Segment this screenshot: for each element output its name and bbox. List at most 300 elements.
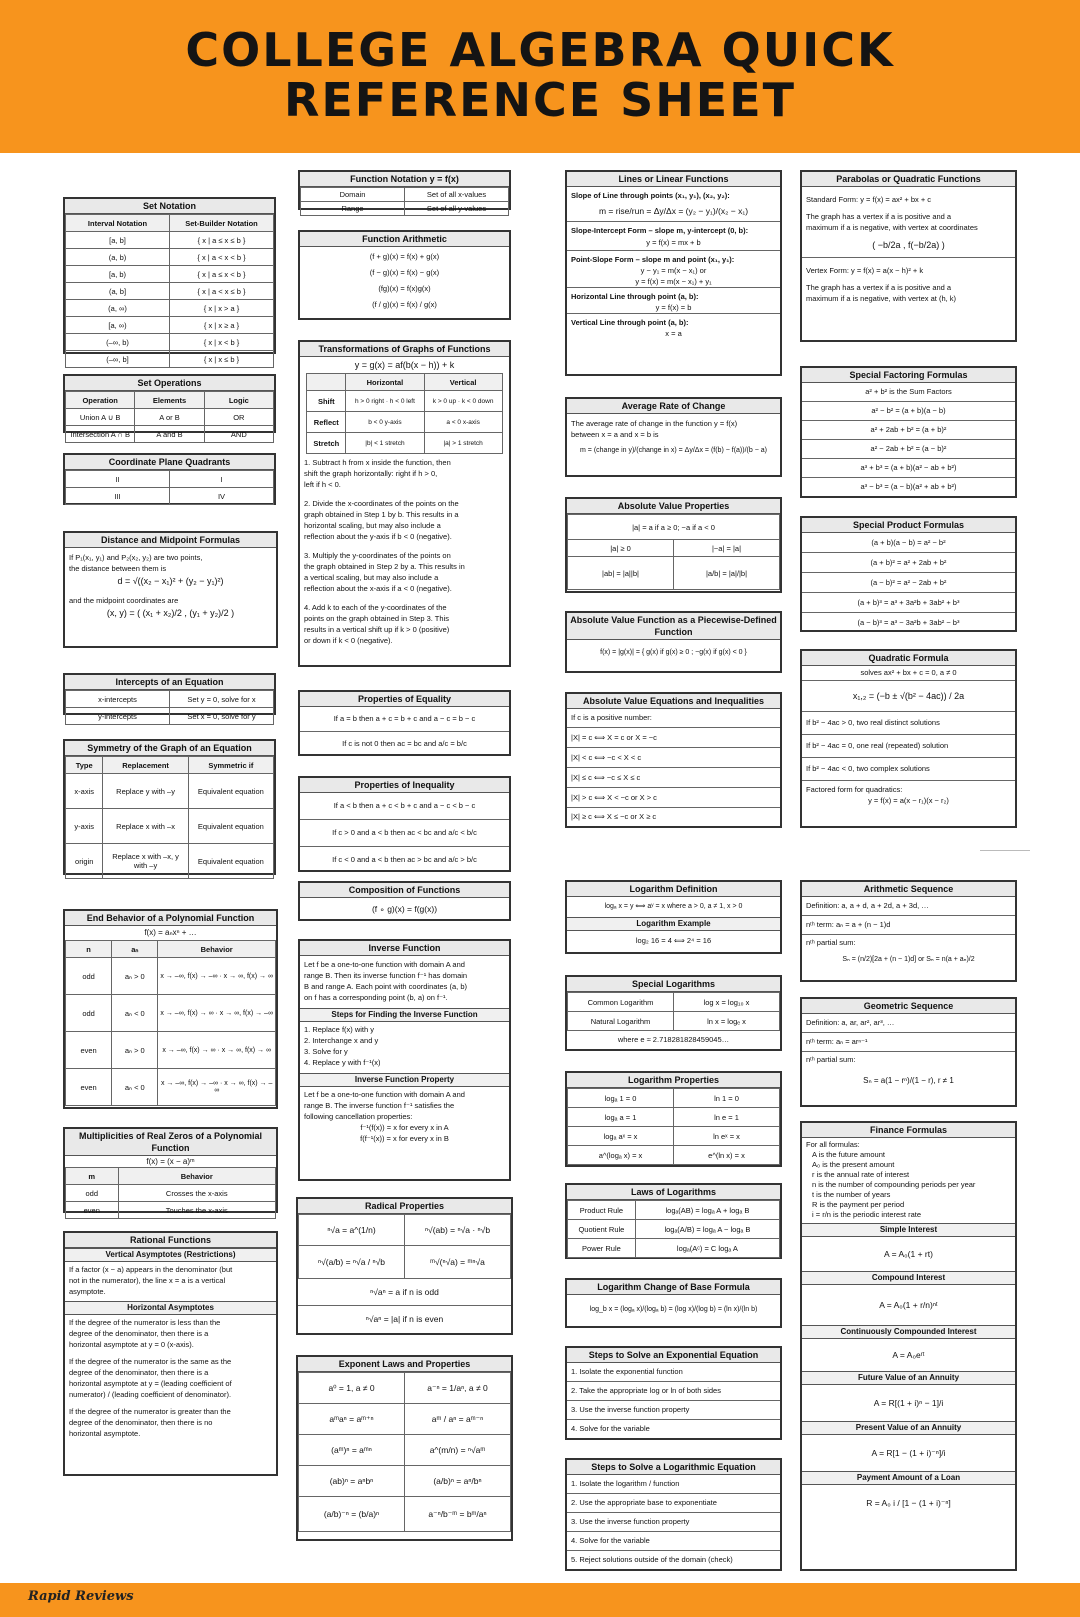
- transformation-formula: y = g(x) = af(b(x − h)) + k: [354, 360, 455, 370]
- box-title: Rational Functions: [65, 1233, 276, 1248]
- cell: y-intercepts: [66, 708, 170, 725]
- text-line: asymptote.: [69, 1287, 106, 1296]
- cell: |a/b| = |a|/|b|: [674, 557, 780, 590]
- cell: (aᵐ)ⁿ = aᵐⁿ: [299, 1435, 405, 1466]
- box-title: Properties of Equality: [300, 692, 509, 707]
- cell: odd: [66, 1185, 119, 1202]
- box-title: Absolute Value Properties: [567, 499, 780, 514]
- formula: y = f(x) = mx + b: [567, 236, 780, 251]
- cell: x → –∞, f(x) → ∞ · x → ∞, f(x) → ∞: [158, 1032, 276, 1069]
- cell: Equivalent equation: [188, 844, 273, 879]
- text-line: The average rate of change in the function y = f(x): [571, 419, 738, 428]
- cell: logₐ(AB) = logₐ A + logₐ B: [635, 1201, 779, 1220]
- cell: { x | x > a }: [170, 300, 274, 317]
- cell: Intersection A ∩ B: [66, 426, 135, 443]
- col-header: [307, 374, 346, 391]
- box-title: Function Arithmetic: [300, 232, 509, 247]
- subtitle: f(x) = aₙxⁿ + …: [144, 928, 197, 937]
- text-line: a vertical scaling, but may also include a: [304, 573, 439, 582]
- text-line: results in a vertical shift up if k > 0 (positive): [304, 625, 450, 634]
- cell: Common Logarithm: [568, 993, 674, 1012]
- simple-interest-formula: A = A₀(1 + rt): [884, 1249, 933, 1259]
- cell: |a| ≥ 0: [568, 540, 674, 557]
- exponent-table: [298, 1372, 511, 1532]
- text-line: nᵗʰ partial sum:: [806, 938, 856, 947]
- cell: (a, ∞): [66, 300, 170, 317]
- col-header: Type: [66, 757, 103, 774]
- text-line: 2. Divide the x-coordinates of the points on the: [304, 499, 459, 508]
- cell: ⁿ√a = a^(1/n): [299, 1215, 405, 1246]
- formula: y = f(x) = b: [567, 302, 780, 314]
- properties-equality-box: [298, 690, 511, 756]
- col-header: Interval Notation: [66, 215, 170, 232]
- subheading: Steps for Finding the Inverse Function: [300, 1008, 509, 1022]
- text-line: Point-Slope Form – slope m and point (x₁, y₁):: [571, 255, 735, 264]
- text-line: If a < b then a + c < b + c and a − c < b − c: [300, 793, 509, 820]
- text-line: 1. Isolate the logarithm / function: [567, 1475, 780, 1494]
- formula: (f + g)(x) = f(x) + g(x): [369, 252, 440, 261]
- text-line: If the degree of the numerator is greater than the: [69, 1407, 231, 1416]
- col-header: Logic: [204, 392, 273, 409]
- distance-midpoint-box: [63, 531, 278, 648]
- solve-exponential-box: [565, 1346, 782, 1440]
- continuous-interest-formula: A = A₀eʳᵗ: [892, 1350, 925, 1360]
- cell: Crosses the x-axis: [118, 1185, 276, 1202]
- cell: Equivalent equation: [188, 809, 273, 844]
- box-title: Logarithm Definition: [567, 882, 780, 897]
- text-line: reflection about the y-axis if b < 0 (negative).: [304, 532, 452, 541]
- text-line: The graph has a vertex if a is positive and a: [806, 283, 952, 292]
- cell: a⁰ = 1, a ≠ 0: [299, 1373, 405, 1404]
- text-line: |X| ≥ c ⟺ X ≤ −c or X ≥ c: [571, 812, 657, 821]
- box-title: Special Product Formulas: [802, 518, 1015, 533]
- cell: logₐ a = 1: [568, 1108, 674, 1127]
- text-line: 2. Use the appropriate base to exponentiate: [567, 1494, 780, 1513]
- text-line: If b² − 4ac < 0, two complex solutions: [802, 758, 1015, 781]
- box-title: Logarithm Change of Base Formula: [567, 1280, 780, 1295]
- cell: a^(logₐ x) = x: [568, 1146, 674, 1165]
- formula: ⁿ√aⁿ = a if n is odd: [298, 1279, 511, 1306]
- present-value-formula: A = R[1 − (1 + i)⁻ⁿ]/i: [871, 1448, 946, 1458]
- cell: logₐ(A/B) = logₐ A − logₐ B: [635, 1220, 779, 1239]
- text-line: solves ax² + bx + c = 0, a ≠ 0: [802, 666, 1015, 681]
- geometric-sequence-box: [800, 997, 1017, 1107]
- slope-formula: m = rise/run = Δy/Δx = (y₂ − y₁)/(x₂ − x₁): [567, 201, 780, 222]
- text-line: degree of the denominator, then there is a: [69, 1368, 209, 1377]
- radical-properties-box: [296, 1197, 513, 1335]
- cell: [a, ∞): [66, 317, 170, 334]
- composition-box: [298, 881, 511, 921]
- formula: (fg)(x) = f(x)g(x): [378, 284, 431, 293]
- text-line: 1. Subtract h from x inside the function, then: [304, 458, 451, 467]
- cell: [a, b): [66, 266, 170, 283]
- box-title: Absolute Value Function as a Piecewise-Defined Function: [567, 613, 780, 640]
- col-header: n: [66, 941, 112, 958]
- cell: Quotient Rule: [568, 1220, 636, 1239]
- page-title-line-2: REFERENCE SHEET: [283, 73, 797, 127]
- cell: aᵐaⁿ = aᵐ⁺ⁿ: [299, 1404, 405, 1435]
- special-product-box: [800, 516, 1017, 632]
- log-props-table: [567, 1088, 780, 1165]
- text-line: Slope-Intercept Form – slope m, y-intercept (0, b):: [571, 226, 749, 235]
- text-line: If a = b then a + c = b + c and a − c = b − c: [300, 707, 509, 732]
- parabolas-box: [800, 170, 1017, 342]
- absolute-piecewise-box: [565, 611, 782, 673]
- text-line: |X| = c ⟺ X = c or X = −c: [567, 728, 780, 748]
- text-line: 3. Solve for y: [304, 1047, 348, 1056]
- box-title: Arithmetic Sequence: [802, 882, 1015, 897]
- cell: AND: [204, 426, 273, 443]
- cell: I: [170, 471, 274, 488]
- cell: even: [66, 1202, 119, 1219]
- cell: Range: [301, 202, 405, 216]
- cell: Set of all y-values: [405, 202, 509, 216]
- formula: (a − b)³ = a³ − 3a²b + 3ab² − b³: [857, 618, 960, 627]
- subheading: Logarithm Example: [567, 917, 780, 931]
- text-line: If c is a positive number:: [567, 709, 780, 728]
- brand-logo: Rapid Reviews: [28, 1589, 134, 1604]
- text-line: If b² − 4ac = 0, one real (repeated) solution: [802, 735, 1015, 758]
- text-line: 4. Replace y with f⁻¹(x): [304, 1058, 381, 1067]
- text-line: Let f be a one-to-one function with domain A and: [304, 960, 465, 969]
- midpoint-formula: (x, y) = ( (x₁ + x₂)/2 , (y₁ + y₂)/2 ): [106, 608, 235, 618]
- average-rate-box: [565, 397, 782, 477]
- text-line: Let f be a one-to-one function with domain A and: [304, 1090, 465, 1099]
- formula: x = a: [665, 329, 682, 338]
- text-line: i = r/n is the periodic interest rate: [812, 1210, 922, 1219]
- text-line: maximum if a is negative, with vertex at (h, k): [806, 294, 957, 303]
- function-notation-box: [298, 170, 511, 213]
- text-line: Vertex Form: y = f(x) = a(x − h)² + k: [806, 266, 924, 275]
- cell: Touches the x-axis: [118, 1202, 276, 1219]
- text-line: left if h < 0.: [304, 480, 341, 489]
- subheading: Inverse Function Property: [300, 1073, 509, 1087]
- set-notation-table: [65, 214, 274, 368]
- text-line: reflection about the x-axis if a < 0 (negative).: [304, 584, 452, 593]
- formula: ⁿ√aⁿ = |a| if n is even: [365, 1314, 444, 1324]
- formula: Sₙ = a(1 − rⁿ)/(1 − r), r ≠ 1: [863, 1076, 954, 1085]
- text-line: Vertical Line through point (a, b):: [571, 318, 689, 327]
- subheading: Continuously Compounded Interest: [802, 1325, 1015, 1339]
- box-title: Transformations of Graphs of Functions: [300, 342, 509, 357]
- text-line: |X| < c ⟺ −c < X < c: [567, 748, 780, 768]
- text-line: nᵗʰ term: aₙ = arⁿ⁻¹: [802, 1033, 1015, 1052]
- intercepts-table: [65, 690, 274, 725]
- cell: ⁿ√(ab) = ⁿ√a · ⁿ√b: [405, 1215, 511, 1246]
- symmetry-box: [63, 739, 276, 875]
- subheading: Simple Interest: [802, 1223, 1015, 1237]
- logarithm-definition-box: [565, 880, 782, 954]
- finance-formulas-box: [800, 1121, 1017, 1571]
- col-header: aₙ: [112, 941, 158, 958]
- text-line: where e ≈ 2.718281828459045…: [617, 1035, 730, 1044]
- box-title: Coordinate Plane Quadrants: [65, 455, 274, 470]
- box-title: Set Notation: [65, 199, 274, 214]
- text-line: |X| ≤ c ⟺ −c ≤ X ≤ c: [567, 768, 780, 788]
- text-line: t is the number of years: [812, 1190, 891, 1199]
- formula: logₐ x = y ⟺ aʸ = x where a > 0, a ≠ 1, x > 0: [604, 903, 743, 910]
- col-header: Symmetric if: [188, 757, 273, 774]
- formula: f(x) = |g(x)| = { g(x) if g(x) ≥ 0 ; −g(x) if g(x) < 0 }: [600, 649, 747, 656]
- text-line: nᵗʰ term: aₙ = a + (n − 1)d: [802, 916, 1015, 935]
- cell: Set y = 0, solve for x: [170, 691, 274, 708]
- text-line: Definition: a, ar, ar², ar³, …: [802, 1014, 1015, 1033]
- text-line: B and range A. Each point with coordinates (a, b): [304, 982, 468, 991]
- radical-table: [298, 1214, 511, 1279]
- formula: y = f(x) = a(x − r₁)(x − r₂): [868, 796, 949, 805]
- text-line: between x = a and x = b is: [571, 430, 659, 439]
- cell: [a, b]: [66, 232, 170, 249]
- text-line: following cancellation properties:: [304, 1112, 413, 1121]
- cell: x → –∞, f(x) → –∞ · x → ∞, f(x) → –∞: [158, 1069, 276, 1106]
- box-title: Symmetry of the Graph of an Equation: [65, 741, 274, 756]
- cell: (a, b]: [66, 283, 170, 300]
- loan-payment-formula: R = A₀ i / [1 − (1 + i)⁻ⁿ]: [866, 1498, 951, 1508]
- cell: ln eˣ = x: [674, 1127, 780, 1146]
- text-line: horizontal scaling, but may also include a: [304, 521, 441, 530]
- box-title: Special Logarithms: [567, 977, 780, 992]
- box-title: Composition of Functions: [300, 883, 509, 898]
- quadratic-formula-box: [800, 649, 1017, 828]
- formula: a² + b² is the Sum Factors: [802, 383, 1015, 402]
- box-title: Intercepts of an Equation: [65, 675, 274, 690]
- box-title: Properties of Inequality: [300, 778, 509, 793]
- cell: a < 0 x-axis: [424, 412, 502, 433]
- cell: |ab| = |a||b|: [568, 557, 674, 590]
- quadrants-table: [65, 470, 274, 505]
- multiplicities-box: [63, 1127, 278, 1213]
- text-line: maximum if a is negative, with vertex at coordinates: [806, 223, 978, 232]
- cell: { x | a ≤ x < b }: [170, 266, 274, 283]
- cell: { x | a < x ≤ b }: [170, 283, 274, 300]
- cell: (a/b)ⁿ = aⁿ/bⁿ: [405, 1466, 511, 1497]
- formula: y = f(x) = m(x − x₁) + y₁: [567, 276, 780, 288]
- cell: logₐ aˣ = x: [568, 1127, 674, 1146]
- absolute-equations-box: [565, 692, 782, 828]
- compound-interest-formula: A = A₀(1 + r/n)ⁿᵗ: [879, 1300, 938, 1310]
- text-line: graph obtained in Step 1 by b. This results in a: [304, 510, 459, 519]
- text-line: 3. Multiply the y-coordinates of the points on: [304, 551, 451, 560]
- text-line: If P₁(x₁, y₁) and P₂(x₂, y₂) are two points,: [69, 553, 203, 562]
- text-line: numerator) / (leading coefficient of denominator).: [69, 1390, 232, 1399]
- col-header: m: [66, 1168, 119, 1185]
- box-title: Average Rate of Change: [567, 399, 780, 414]
- formula: Sₙ = (n/2)[2a + (n − 1)d] or Sₙ = n(a + aₙ)/2: [842, 956, 975, 963]
- cell: |a| > 1 stretch: [424, 433, 502, 454]
- cell: { x | x ≤ b }: [170, 351, 274, 368]
- cell: Replace x with –x, y with –y: [103, 844, 188, 879]
- box-title: Steps to Solve a Logarithmic Equation: [567, 1460, 780, 1475]
- cell: a⁻ⁿ/b⁻ᵐ = bᵐ/aⁿ: [405, 1497, 511, 1532]
- log-laws-table: [567, 1200, 780, 1258]
- cell: (a/b)⁻ⁿ = (b/a)ⁿ: [299, 1497, 405, 1532]
- formula: (a + b)(a − b) = a² − b²: [802, 533, 1015, 553]
- cell: II: [66, 471, 170, 488]
- cell: ln e = 1: [674, 1108, 780, 1127]
- text-line: n is the number of compounding periods per year: [812, 1180, 976, 1189]
- text-line: If b² − 4ac > 0, two real distinct solutions: [802, 712, 1015, 735]
- text-line: Definition: a, a + d, a + 2d, a + 3d, …: [802, 897, 1015, 916]
- box-title: Lines or Linear Functions: [567, 172, 780, 187]
- col-header: Set-Builder Notation: [170, 215, 274, 232]
- subheading: Compound Interest: [802, 1271, 1015, 1285]
- quadratic-formula: x₁,₂ = (−b ± √(b² − 4ac)) / 2a: [802, 681, 1015, 712]
- cell: Power Rule: [568, 1239, 636, 1258]
- multiplicities-table: [65, 1167, 276, 1219]
- cell: ln 1 = 0: [674, 1089, 780, 1108]
- cell: Equivalent equation: [188, 774, 273, 809]
- cell: b < 0 y-axis: [346, 412, 424, 433]
- col-header: Replacement: [103, 757, 188, 774]
- text-line: horizontal asymptote.: [69, 1429, 141, 1438]
- special-log-table: [567, 992, 780, 1031]
- function-arithmetic-box: [298, 230, 511, 320]
- cell: aₙ > 0: [112, 958, 158, 995]
- text-line: the distance between them is: [69, 564, 167, 573]
- text-line: r is the annual rate of interest: [812, 1170, 910, 1179]
- cell: logₐ 1 = 0: [568, 1089, 674, 1108]
- cell: x → –∞, f(x) → ∞ · x → ∞, f(x) → –∞: [158, 995, 276, 1032]
- text-line: 3. Use the inverse function property: [567, 1513, 780, 1532]
- formula: (f − g)(x) = f(x) − g(x): [369, 268, 440, 277]
- text-line: 4. Add k to each of the y-coordinates of the: [304, 603, 447, 612]
- cell: Reflect: [307, 412, 346, 433]
- set-operations-box: [63, 374, 276, 439]
- text-line: horizontal asymptote at y = 0 (x-axis).: [69, 1340, 194, 1349]
- box-title: Geometric Sequence: [802, 999, 1015, 1014]
- text-line: degree of the denominator, then there is a: [69, 1329, 209, 1338]
- text-line: the graph obtained in Step 2 by a. This results in: [304, 562, 465, 571]
- col-header: Behavior: [118, 1168, 276, 1185]
- exponent-laws-box: [296, 1355, 513, 1541]
- cell: (–∞, b): [66, 334, 170, 351]
- cell: aₙ > 0: [112, 1032, 158, 1069]
- box-title: Inverse Function: [300, 941, 509, 956]
- cell: OR: [204, 409, 273, 426]
- cell: origin: [66, 844, 103, 879]
- text-line: 1. Replace f(x) with y: [304, 1025, 375, 1034]
- logarithm-properties-box: [565, 1071, 782, 1167]
- col-header: Elements: [135, 392, 204, 409]
- text-line: 2. Interchange x and y: [304, 1036, 379, 1045]
- special-logarithms-box: [565, 975, 782, 1051]
- divider: [980, 850, 1030, 851]
- text-line: and the midpoint coordinates are: [69, 596, 179, 605]
- transformations-box: [298, 340, 511, 667]
- cell: x → –∞, f(x) → –∞ · x → ∞, f(x) → ∞: [158, 958, 276, 995]
- end-behavior-table: [65, 940, 276, 1106]
- subheading: Present Value of an Annuity: [802, 1421, 1015, 1435]
- text-line: If a factor (x − a) appears in the denominator (but: [69, 1265, 233, 1274]
- text-line: If the degree of the numerator is the same as the: [69, 1357, 232, 1366]
- vertex-formula: ( −b/2a , f(−b/2a) ): [802, 233, 1015, 258]
- cell: Domain: [301, 188, 405, 202]
- symmetry-table: [65, 756, 274, 879]
- text-line: 1. Isolate the exponential function: [567, 1363, 780, 1382]
- laws-of-logarithms-box: [565, 1183, 782, 1259]
- formula: (a − b)² = a² − 2ab + b²: [802, 573, 1015, 593]
- cell: A and B: [135, 426, 204, 443]
- text-line: 5. Reject solutions outside of the domain (check): [571, 1555, 733, 1564]
- change-of-base-box: [565, 1278, 782, 1328]
- formula: log_b x = (logₐ x)/(logₐ b) = (log x)/(log b) = (ln x)/(ln b): [589, 1306, 758, 1313]
- cell: ⁿ√(a/b) = ⁿ√a / ⁿ√b: [299, 1246, 405, 1279]
- cell: Product Rule: [568, 1201, 636, 1220]
- box-title: Absolute Value Equations and Inequalities: [567, 694, 780, 709]
- subheading: Future Value of an Annuity: [802, 1371, 1015, 1385]
- cell: even: [66, 1032, 112, 1069]
- text-line: 4. Solve for the variable: [567, 1532, 780, 1551]
- box-title: Parabolas or Quadratic Functions: [802, 172, 1015, 187]
- formula: a³ − b³ = (a − b)(a² + ab + b²): [860, 482, 957, 491]
- text-line: If c is not 0 then ac = bc and a/c = b/c: [342, 739, 467, 748]
- cell: h > 0 right · h < 0 left: [346, 391, 424, 412]
- formula: (f ∘ g)(x) = f(g(x)): [371, 904, 438, 914]
- cell: x-axis: [66, 774, 103, 809]
- box-title: Multiplicities of Real Zeros of a Polynomial Function: [65, 1129, 276, 1156]
- formula: a² + 2ab + b² = (a + b)²: [802, 421, 1015, 440]
- box-title: Radical Properties: [298, 1199, 511, 1214]
- text-line: A is the future amount: [812, 1150, 885, 1159]
- cell: III: [66, 488, 170, 505]
- col-header: Vertical: [424, 374, 502, 391]
- quadrants-box: [63, 453, 276, 505]
- cell: Union A ∪ B: [66, 409, 135, 426]
- transformations-table: [306, 373, 502, 454]
- text-line: If the degree of the numerator is less than the: [69, 1318, 221, 1327]
- col-header: Operation: [66, 392, 135, 409]
- cell: even: [66, 1069, 112, 1106]
- text-line: horizontal asymptote at y = (leading coefficient of: [69, 1379, 232, 1388]
- text-line: nᵗʰ partial sum:: [806, 1055, 856, 1064]
- box-title: Special Factoring Formulas: [802, 368, 1015, 383]
- abs-props-table: [567, 514, 780, 590]
- formula: log₂ 16 = 4 ⟺ 2⁴ = 16: [635, 936, 712, 945]
- text-line: points on the graph obtained in Step 3. This: [304, 614, 449, 623]
- text-line: range B. Then its inverse function f⁻¹ has domain: [304, 971, 468, 980]
- cell: (a, b): [66, 249, 170, 266]
- inverse-function-box: [298, 939, 511, 1181]
- formula: y − y₁ = m(x − x₁) or: [640, 266, 707, 275]
- end-behavior-box: [63, 909, 278, 1109]
- cell: log x = log₁₀ x: [674, 993, 780, 1012]
- cell: logₐ(Aᶜ) = C logₐ A: [635, 1239, 779, 1258]
- text-line: shift the graph horizontally: right if h > 0,: [304, 469, 438, 478]
- formula: (a + b)² = a² + 2ab + b²: [802, 553, 1015, 573]
- text-line: If c < 0 and a < b then ac > bc and a/c > b/c: [332, 855, 477, 864]
- text-line: For all formulas:: [806, 1140, 860, 1149]
- intercepts-box: [63, 673, 276, 721]
- formula: (f / g)(x) = f(x) / g(x): [372, 300, 437, 309]
- formula: a² − 2ab + b² = (a − b)²: [802, 440, 1015, 459]
- special-factoring-box: [800, 366, 1017, 498]
- cell: Stretch: [307, 433, 346, 454]
- cell: k > 0 up · k < 0 down: [424, 391, 502, 412]
- cell: aₙ < 0: [112, 1069, 158, 1106]
- cell: (ab)ⁿ = aⁿbⁿ: [299, 1466, 405, 1497]
- cell: |b| < 1 stretch: [346, 433, 424, 454]
- cell: aₙ < 0: [112, 995, 158, 1032]
- text-line: or down if k < 0 (negative).: [304, 636, 393, 645]
- distance-formula: d = √((x₂ − x₁)² + (y₂ − y₁)²): [117, 576, 224, 586]
- text-line: A₀ is the present amount: [812, 1160, 895, 1169]
- box-title: Finance Formulas: [802, 1123, 1015, 1138]
- cell: Replace y with –y: [103, 774, 188, 809]
- col-header: Behavior: [158, 941, 276, 958]
- cell: odd: [66, 995, 112, 1032]
- cell: a^(m/n) = ⁿ√aᵐ: [405, 1435, 511, 1466]
- cell: ᵐ√(ⁿ√a) = ᵐⁿ√a: [405, 1246, 511, 1279]
